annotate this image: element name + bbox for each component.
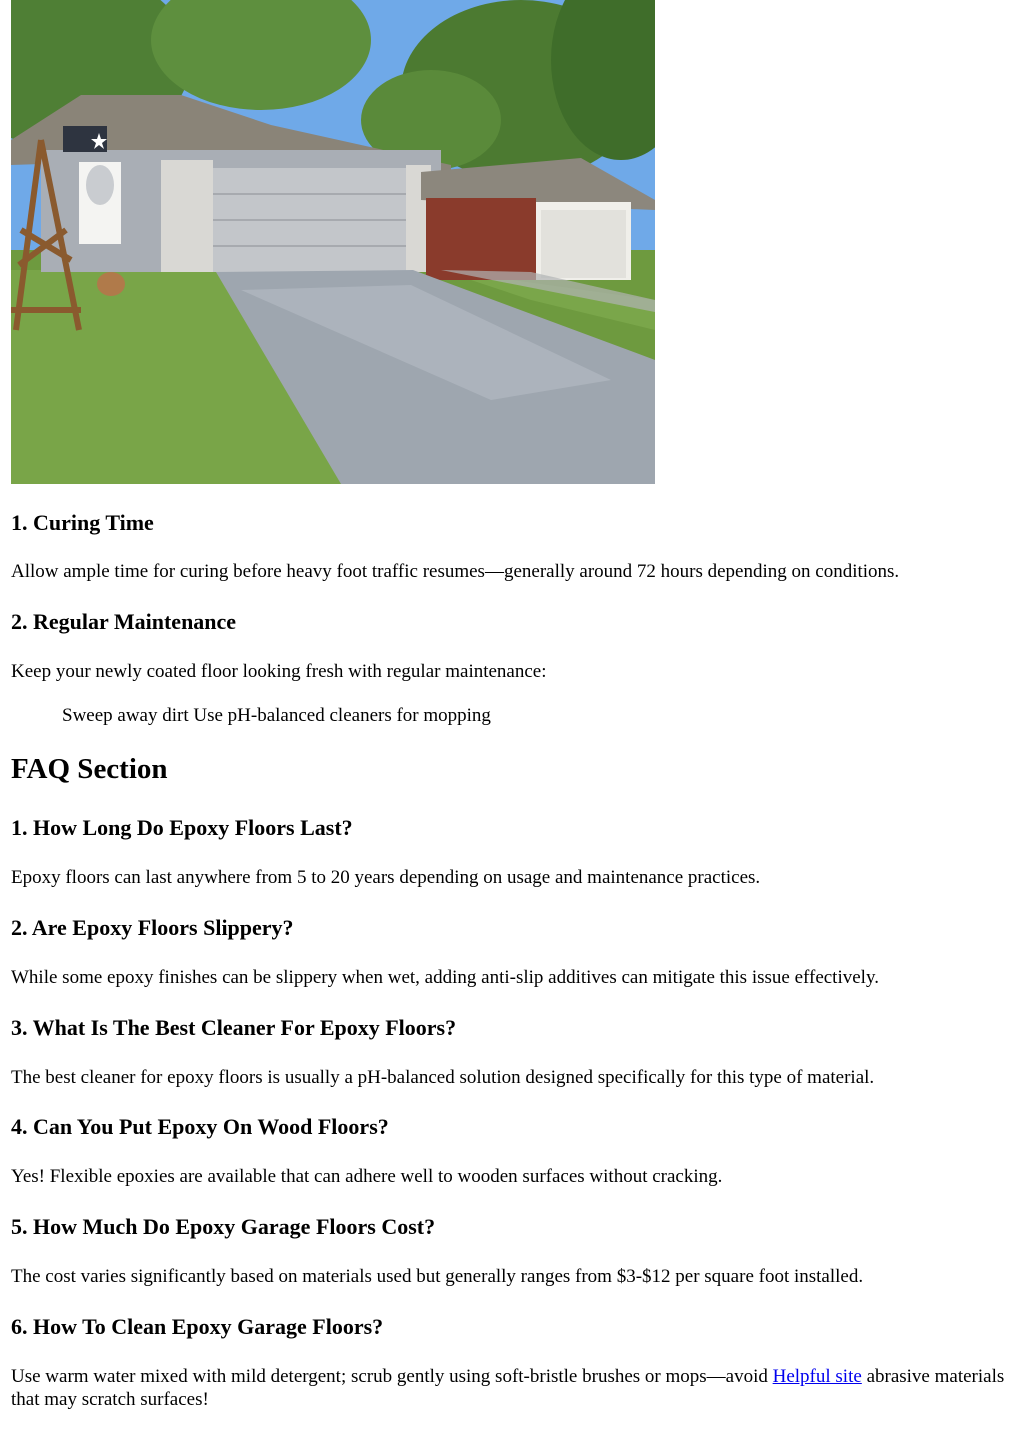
- regular-maintenance-heading: 2. Regular Maintenance: [11, 609, 237, 634]
- faq-title: FAQ Section: [11, 753, 168, 785]
- faq-answer-6-end: abrasive materials that may scratch surfaces!: [11, 1366, 1005, 1410]
- faq-answer-6-start: Use warm water mixed with mild detergent; scrub gently using soft-bristle brushes or mops—avoid: [11, 1366, 773, 1387]
- faq-answer-1: Epoxy floors can last anywhere from 5 to 20 years depending on usage and maintenance practices.: [11, 867, 761, 888]
- curing-time-heading: 1. Curing Time: [11, 510, 154, 535]
- faq-question-6: 6. How To Clean Epoxy Garage Floors?: [11, 1314, 384, 1339]
- faq-question-3: 3. What Is The Best Cleaner For Epoxy Floors?: [11, 1015, 457, 1040]
- faq-question-2: 2. Are Epoxy Floors Slippery?: [11, 915, 294, 940]
- house-driveway-photo: [11, 0, 655, 484]
- helpful-site-link[interactable]: Helpful site: [772, 1366, 862, 1387]
- curing-time-text: Allow ample time for curing before heavy foot traffic resumes—generally around 72 hours depending on conditions.: [11, 561, 900, 582]
- article: [11, 0, 1014, 1410]
- faq-answer-2: While some epoxy finishes can be slippery when wet, adding anti-slip additives can mitigate this issue effectively.: [11, 967, 879, 988]
- faq-answer-6: [11, 1365, 1014, 1411]
- regular-maintenance-text: Keep your newly coated floor looking fresh with regular maintenance:: [11, 661, 547, 682]
- faq-question-1: 1. How Long Do Epoxy Floors Last?: [11, 815, 353, 840]
- faq-question-5: 5. How Much Do Epoxy Garage Floors Cost?: [11, 1214, 436, 1239]
- maintenance-list: Sweep away dirt Use pH-balanced cleaners for mopping: [62, 705, 491, 726]
- faq-answer-4: Yes! Flexible epoxies are available that can adhere well to wooden surfaces without cracking.: [11, 1166, 723, 1187]
- faq-answer-3: The best cleaner for epoxy floors is usually a pH-balanced solution designed specifically for this type of material.: [11, 1067, 875, 1088]
- faq-answer-5: The cost varies significantly based on materials used but generally ranges from $3-$12 per square foot installed.: [11, 1266, 864, 1287]
- faq-question-4: 4. Can You Put Epoxy On Wood Floors?: [11, 1114, 389, 1139]
